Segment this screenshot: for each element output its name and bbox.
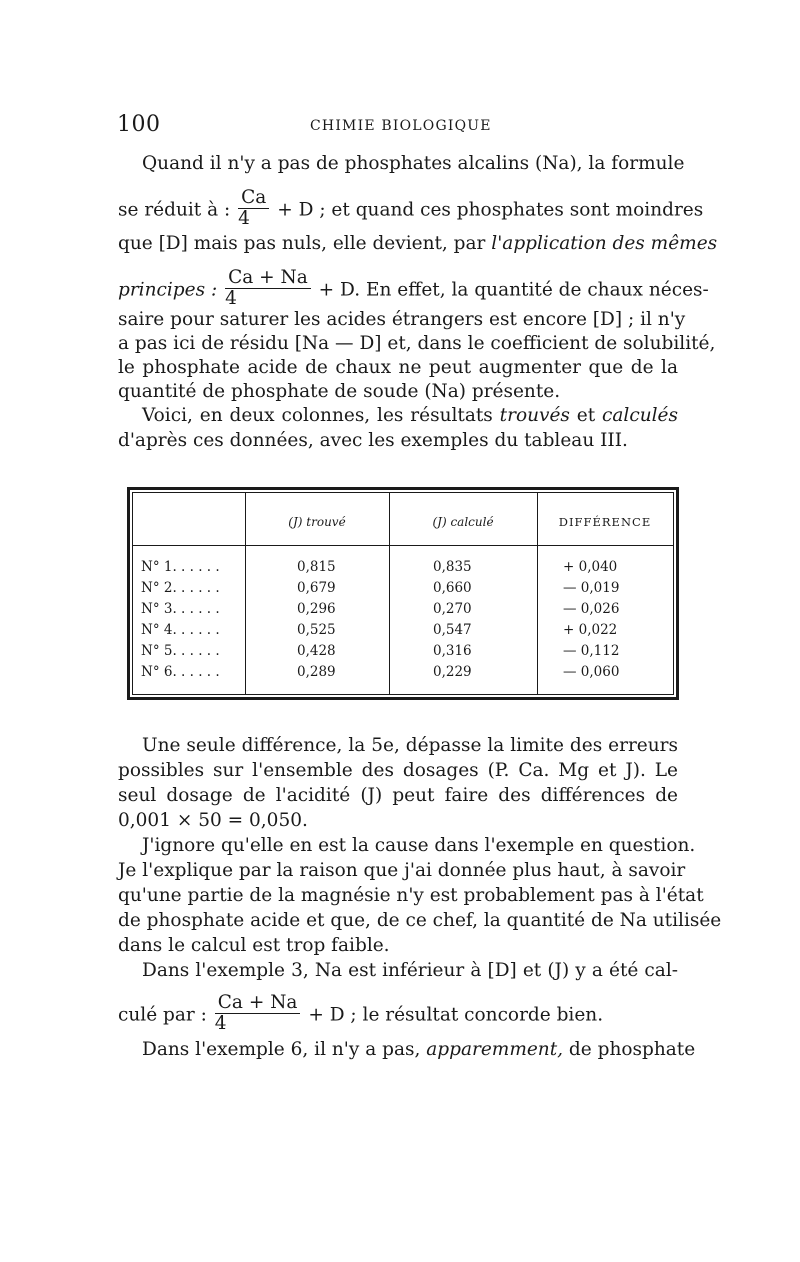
cell-difference: — 0,019	[563, 580, 620, 596]
fraction	[238, 188, 269, 229]
fraction-numerator: Ca	[238, 188, 269, 209]
text-line: a pas ici de résidu [Na — D] et, dans le coefficient de solubilité,	[118, 333, 716, 354]
text-fragment: et	[569, 405, 603, 426]
text-fragment: Voici, en deux colonnes, les résultats	[142, 405, 500, 426]
table-header-difference: DIFFÉRENCE	[558, 515, 652, 529]
running-head: CHIMIE BIOLOGIQUE	[310, 118, 492, 134]
italic-fragment: principes :	[118, 279, 218, 301]
cell-trouve: 0,815	[297, 559, 336, 575]
row-label: N° 5. . . . . .	[141, 643, 220, 659]
text-fragment: + D ; et quand ces phosphates sont moindres	[277, 199, 704, 221]
text-fragment: que [D] mais pas nuls, elle devient, par	[118, 233, 492, 254]
fraction-denominator: 4	[225, 288, 237, 309]
text-line: saire pour saturer les acides étrangers est encore [D] ; il n'y	[118, 309, 686, 330]
cell-calcule: 0,660	[433, 580, 472, 596]
row-label: N° 1. . . . . .	[141, 559, 220, 575]
text-fragment: se réduit à :	[118, 199, 231, 221]
text-line	[118, 232, 718, 256]
text-fragment: Dans l'exemple 6, il n'y a pas,	[142, 1039, 427, 1060]
text-line: possibles sur l'ensemble des dosages (P. Ca. Mg et J). Le	[118, 760, 678, 781]
italic-fragment: l'application des mêmes	[491, 233, 718, 254]
cell-calcule: 0,316	[433, 643, 472, 659]
cell-trouve: 0,428	[297, 643, 336, 659]
italic-fragment: trouvés	[499, 405, 570, 426]
italic-fragment: calculés	[602, 405, 678, 426]
text-line: dans le calcul est trop faible.	[118, 935, 390, 956]
text-line: quantité de phosphate de soude (Na) présente.	[118, 381, 561, 402]
fraction-numerator: Ca + Na	[225, 268, 311, 289]
cell-difference: + 0,040	[563, 559, 618, 575]
text-line-formula	[118, 187, 704, 231]
cell-calcule: 0,835	[433, 559, 472, 575]
text-line: 0,001 × 50 = 0,050.	[118, 810, 308, 831]
text-fragment: culé par :	[118, 1004, 207, 1026]
text-fragment: + D. En effet, la quantité de chaux néces-	[318, 279, 709, 301]
cell-trouve: 0,679	[297, 580, 336, 596]
cell-calcule: 0,229	[433, 664, 472, 680]
cell-trouve: 0,289	[297, 664, 336, 680]
text-line: qu'une partie de la magnésie n'y est probablement pas à l'état	[118, 885, 704, 906]
cell-difference: — 0,060	[563, 664, 620, 680]
text-line-formula	[118, 992, 678, 1036]
table-header-rule	[133, 545, 673, 546]
text-line: Dans l'exemple 3, Na est inférieur à [D] et (J) y a été cal-	[142, 960, 678, 981]
cell-calcule: 0,547	[433, 622, 472, 638]
cell-trouve: 0,296	[297, 601, 336, 617]
text-fragment: + D ; le résultat concorde bien.	[308, 1004, 604, 1026]
page-number: 100	[117, 112, 161, 137]
table-inner-frame	[132, 492, 674, 695]
text-line: Une seule différence, la 5e, dépasse la limite des erreurs	[142, 735, 678, 756]
table-header-trouve: (J) trouvé	[288, 515, 346, 529]
text-line: seul dosage de l'acidité (J) peut faire des différences de	[118, 785, 678, 806]
fraction	[225, 268, 311, 309]
italic-fragment: apparemment,	[426, 1039, 564, 1060]
cell-difference: — 0,026	[563, 601, 620, 617]
text-line: Quand il n'y a pas de phosphates alcalins (Na), la formule	[142, 153, 685, 174]
cell-difference: + 0,022	[563, 622, 618, 638]
text-line: J'ignore qu'elle en est la cause dans l'exemple en question.	[142, 835, 696, 856]
text-line: Je l'explique par la raison que j'ai donnée plus haut, à savoir	[118, 860, 686, 881]
cell-trouve: 0,525	[297, 622, 336, 638]
fraction-denominator: 4	[238, 208, 250, 229]
row-label: N° 4. . . . . .	[141, 622, 220, 638]
cell-calcule: 0,270	[433, 601, 472, 617]
text-line: le phosphate acide de chaux ne peut augmenter que de la	[118, 357, 678, 378]
text-line	[118, 1038, 696, 1062]
row-label: N° 3. . . . . .	[141, 601, 220, 617]
cell-difference: — 0,112	[563, 643, 620, 659]
text-fragment: de phosphate	[563, 1039, 696, 1060]
fraction-numerator: Ca + Na	[215, 993, 301, 1014]
text-line: de phosphate acide et que, de ce chef, la quantité de Na utilisée	[118, 910, 722, 931]
text-line	[118, 404, 678, 428]
results-table	[127, 487, 679, 700]
row-label: N° 2. . . . . .	[141, 580, 220, 596]
fraction	[215, 993, 301, 1034]
text-line-formula	[118, 267, 709, 311]
text-line: d'après ces données, avec les exemples du tableau III.	[118, 430, 628, 451]
table-header-calcule: (J) calculé	[432, 515, 494, 529]
row-label: N° 6. . . . . .	[141, 664, 220, 680]
fraction-denominator: 4	[214, 1013, 227, 1034]
